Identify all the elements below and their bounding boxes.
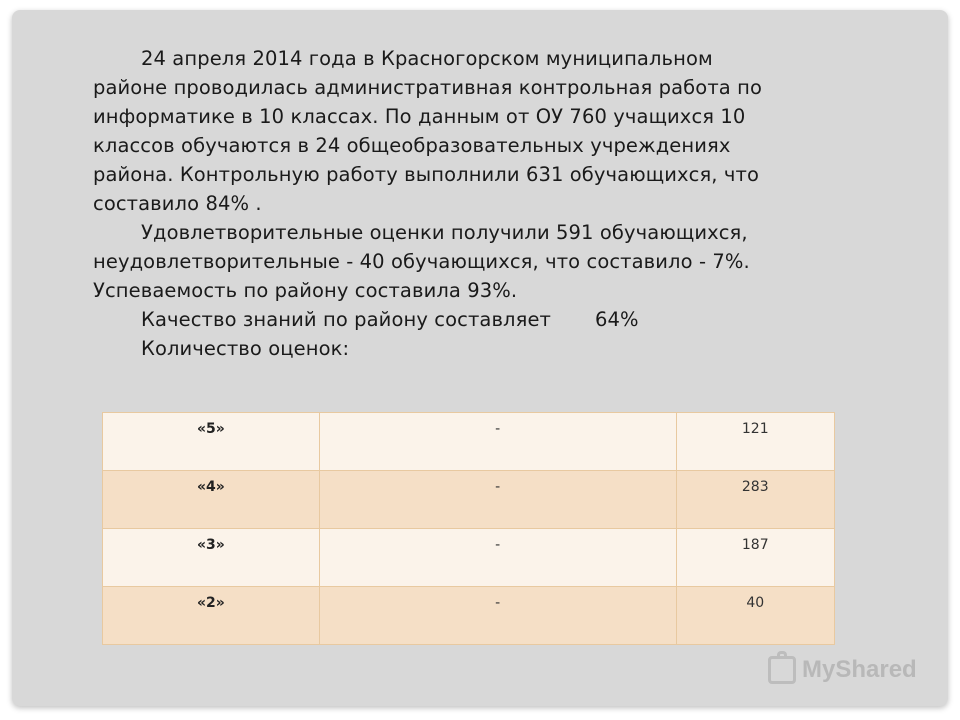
dash-cell: - [319, 471, 676, 529]
grade-cell: «3» [103, 529, 320, 587]
text-line: Успеваемость по району составила 93%. [93, 279, 518, 302]
count-cell: 40 [676, 587, 834, 645]
watermark-text: MyShared [802, 656, 917, 683]
text-line: неудовлетворительные - 40 обучающихся, что составило - 7%. [93, 250, 750, 273]
count-cell: 121 [676, 413, 834, 471]
count-cell: 187 [676, 529, 834, 587]
text-line: классов обучаются в 24 общеобразовательных учреждениях [93, 134, 731, 157]
shopping-basket-icon [768, 656, 796, 684]
myshared-watermark [768, 656, 917, 684]
table-row [103, 471, 835, 529]
dash-cell: - [319, 413, 676, 471]
grade-count-label: Количество оценок: [141, 337, 350, 360]
grades-table [102, 412, 835, 645]
grade-cell: «4» [103, 471, 320, 529]
quality-value: 64% [595, 308, 639, 331]
text-line: районе проводилась административная контрольная работа по [93, 76, 763, 99]
quality-line [93, 305, 893, 334]
text-block [93, 44, 893, 363]
grade-cell: «5» [103, 413, 320, 471]
text-line: информатике в 10 классах. По данным от ОУ 760 учащихся 10 [93, 105, 746, 128]
dash-cell: - [319, 529, 676, 587]
grade-cell: «2» [103, 587, 320, 645]
text-line: района. Контрольную работу выполнили 631 обучающихся, что [93, 163, 759, 186]
quality-label: Качество знаний по району составляет [141, 308, 551, 331]
table-row [103, 587, 835, 645]
count-cell: 283 [676, 471, 834, 529]
dash-cell: - [319, 587, 676, 645]
table-row [103, 529, 835, 587]
text-line: составило 84% . [93, 192, 262, 215]
text-line: 24 апреля 2014 года в Красногорском муниципальном [141, 47, 713, 70]
table-row [103, 413, 835, 471]
text-line: Удовлетворительные оценки получили 591 обучающихся, [141, 221, 748, 244]
